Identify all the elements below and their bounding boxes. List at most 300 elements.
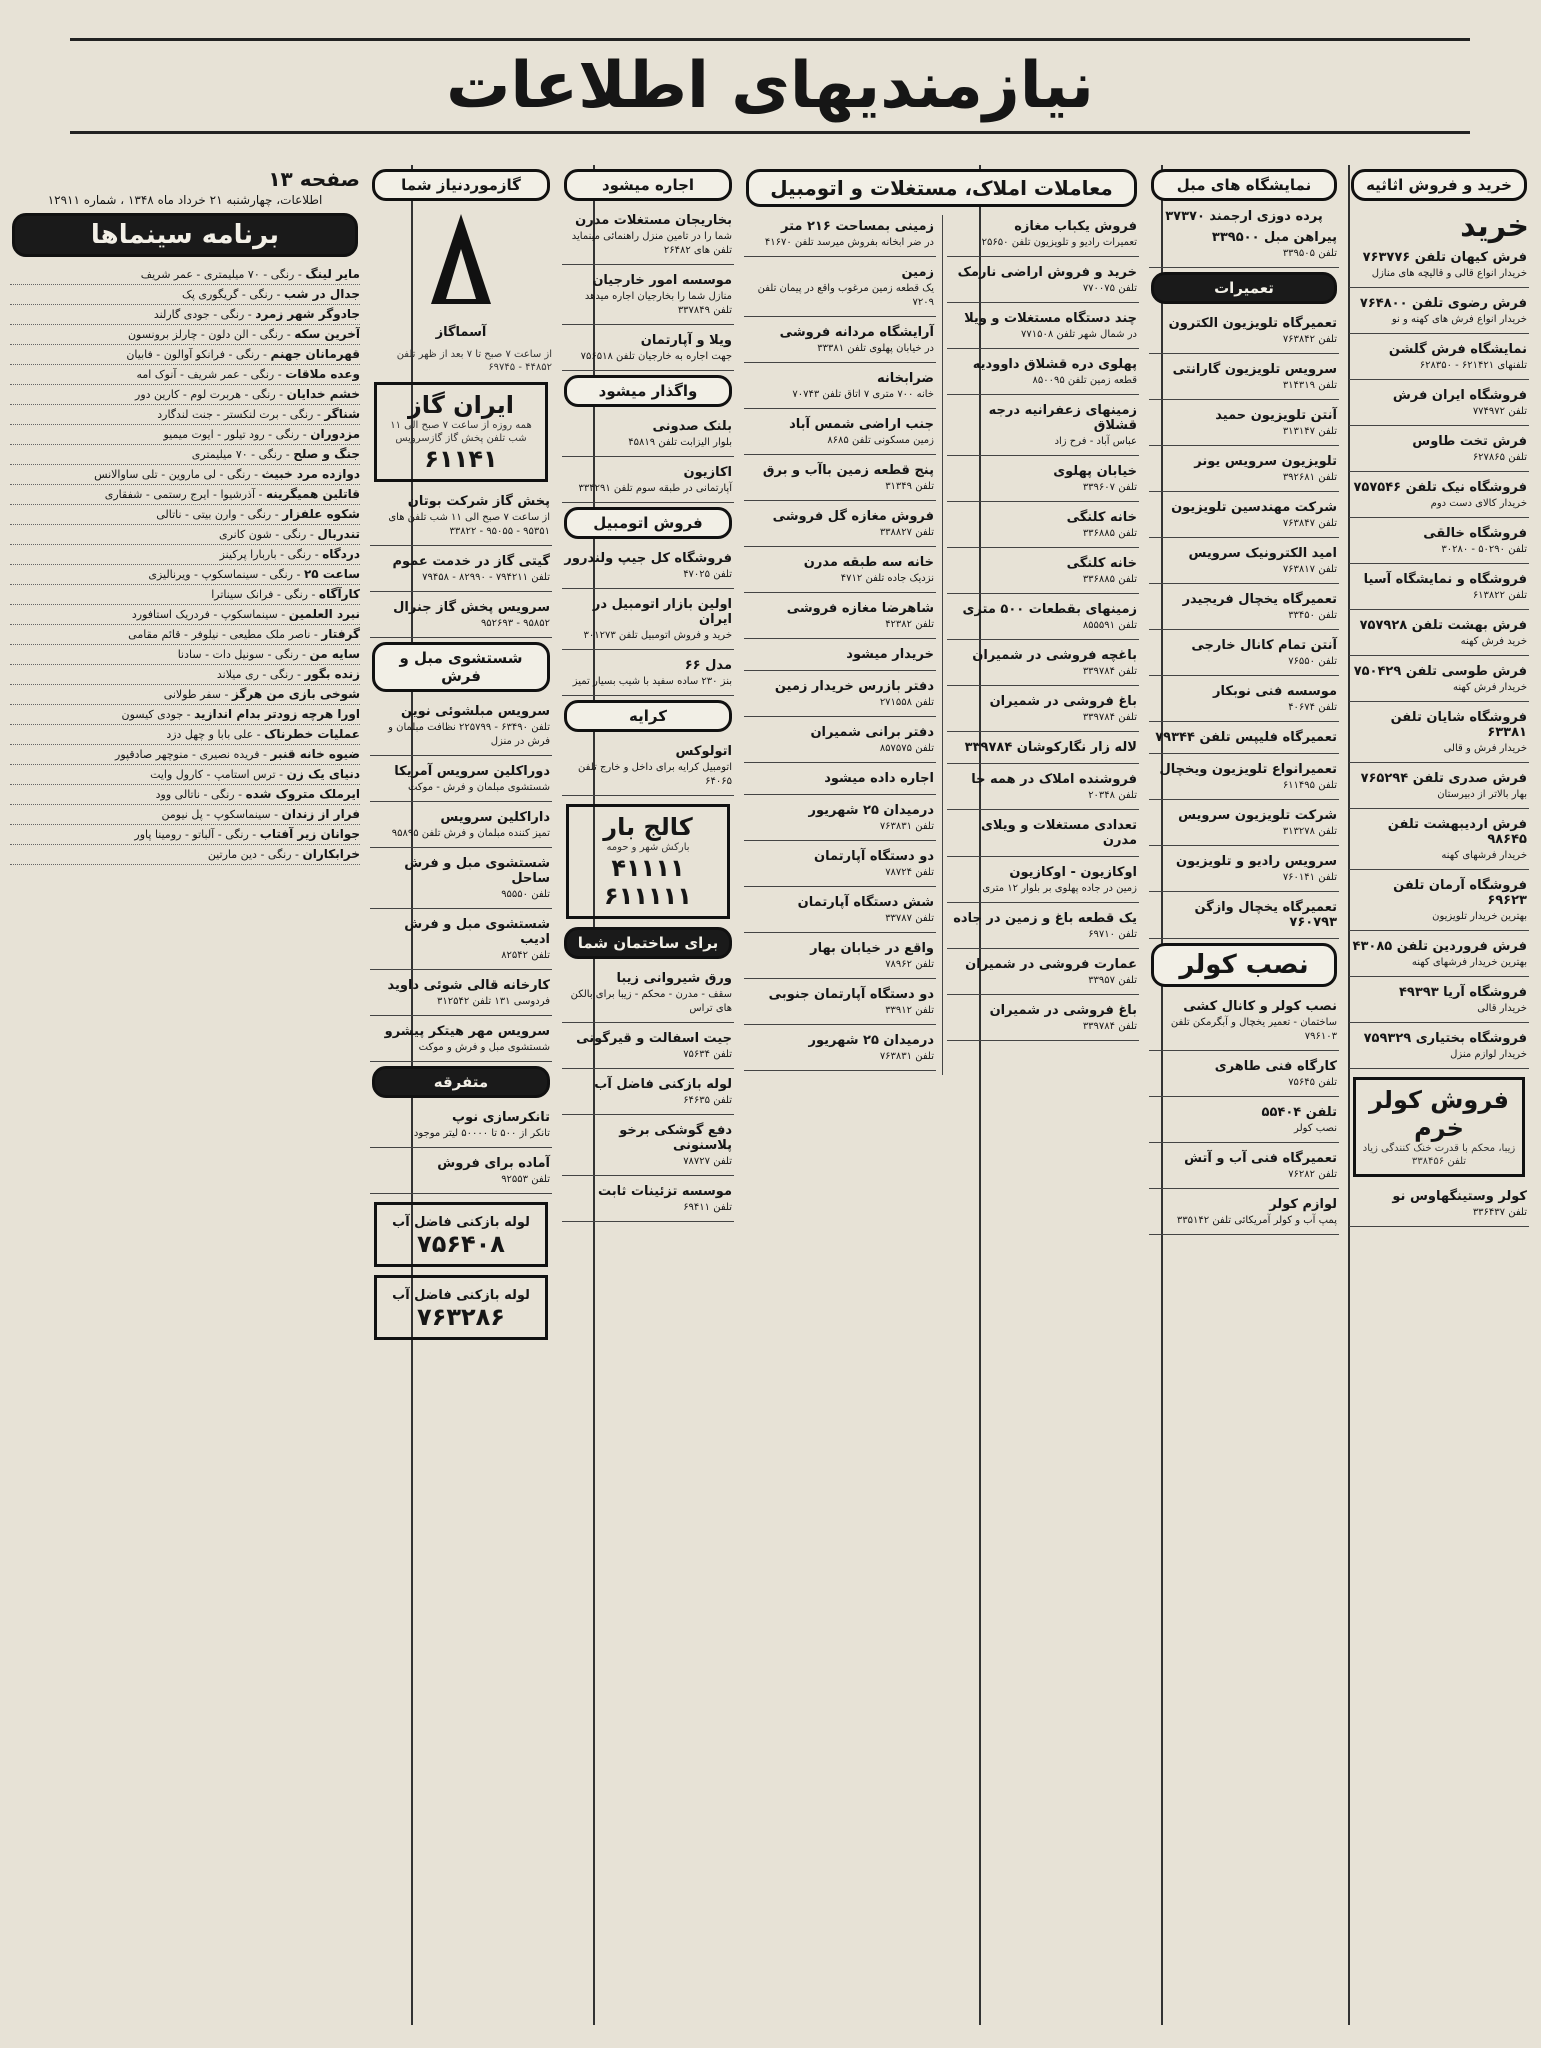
ad-title: زمینی بمساحت ۲۱۶ متر — [781, 219, 934, 234]
ad-body: تلفن ۷۶۳۸۴۲ — [1282, 334, 1337, 345]
cinema-item: زنده بگور - رنگی - ری میلاند — [10, 665, 360, 685]
ad-title: فرش رضوی تلفن ۷۶۴۸۰۰ — [1359, 296, 1527, 311]
cinema-item: دردگاه - رنگی - باربارا پرکینز — [10, 545, 360, 565]
ad-title: تعمیرگاه یخچال وازگن ۷۶۰۷۹۳ — [1194, 900, 1337, 930]
ad-body: تلفن ۶۲۷۸۶۵ — [1472, 452, 1527, 463]
cinema-title: آخرین سکه — [294, 327, 360, 341]
ad-body: تلفن ۷۵۶۳۴ — [683, 1049, 732, 1060]
ad-title: آماده برای فروش — [437, 1156, 550, 1171]
ad-title: سرویس مهر هیتکر پیشرو — [384, 1024, 550, 1039]
ad — [1349, 430, 1529, 472]
ad-body: فردوسی ۱۳۱ تلفن ۳۱۲۵۴۲ — [437, 996, 550, 1007]
ad — [1149, 1101, 1339, 1143]
ad-title: فروشنده املاک در همه جا — [971, 772, 1137, 787]
ad — [1349, 568, 1529, 610]
asmagaz-brand: آسماگاز — [435, 325, 487, 340]
irangaz-brand: ایران گاز — [407, 391, 515, 419]
cinema-text: رنگی - باربارا پرکینز — [219, 548, 312, 561]
cinema-text: رنگی - شون کانری — [218, 528, 307, 541]
ad — [744, 767, 936, 795]
cinema-title: شکوه علفزار — [282, 507, 360, 521]
cinema-text: سینماسکوپ - فردریک استافورد — [131, 608, 278, 621]
ad-body: تلفن ۷۸۹۶۲ — [885, 959, 934, 970]
section-header-building: برای ساختمان شما — [564, 927, 732, 959]
cooler-box-title: فروش کولر خرم — [1369, 1086, 1509, 1142]
ad-title: لوازم کولر — [1269, 1197, 1337, 1212]
cooler-box-body: زیبا، محکم با قدرت خنک کنندگی زیاد تلفن ۳۳۸۴۵۶ — [1362, 1143, 1516, 1167]
ad — [562, 547, 734, 589]
ad-title: دفع گوشکی برخو پلاسنونی — [619, 1123, 732, 1153]
ad-title: فرش اردیبهشت تلفن ۹۸۶۴۵ — [1387, 817, 1527, 847]
ad-body: تلفن ۳۳۹۵۰۵ — [1282, 248, 1337, 259]
ad-title: آرایشگاه مردانه فروشی — [779, 325, 934, 340]
ad-body: خریدار انواع فرش های کهنه و نو — [1391, 314, 1527, 325]
ad — [947, 768, 1139, 810]
cinema-item: ساعت ۲۵ - رنگی - سینماسکوپ - ویرنالیزی — [10, 565, 360, 585]
cinema-text: رنگی - هربرت لوم - کارین دور — [135, 388, 276, 401]
ad — [1149, 450, 1339, 492]
cinema-title: جادوگر شهر زمرد — [255, 307, 360, 321]
ad-body: تلفن ۳۱۳۲۷۸ — [1282, 826, 1337, 837]
curtain-ad: پرده دوزی ارجمند ۳۷۳۷۰ — [1165, 209, 1323, 224]
ad — [947, 552, 1139, 594]
ad-title: دفتر بازرس خریدار زمین — [774, 679, 934, 694]
ad-body: زمین در جاده پهلوی بر بلوار ۱۲ متری — [982, 883, 1137, 894]
box-title: کالج بار — [603, 813, 693, 841]
ad-title: چند دستگاه مستغلات و ویلا — [964, 311, 1137, 326]
ad-body: در خیابان پهلوی تلفن ۳۳۳۸۱ — [817, 343, 934, 354]
ad-title: تلویزیون سرویس یونر — [1194, 454, 1337, 469]
ad-body: تلفن ۳۳۶۴۳۷ — [1472, 1207, 1527, 1218]
ad — [370, 1106, 552, 1148]
ad — [1349, 1185, 1529, 1227]
ad-title: تانکرسازی نوپ — [452, 1110, 550, 1125]
ad — [562, 415, 734, 457]
ad — [947, 999, 1139, 1041]
cinema-title: دردگاه — [322, 547, 360, 561]
asmagaz-text: از ساعت ۷ صبح تا ۷ بعد از ظهر تلفن ۴۴۸۵۲ - ۶۹۷۴۵ — [396, 349, 552, 373]
ad — [1349, 614, 1529, 656]
ad-title: آنتن تمام کانال خارجی — [1191, 638, 1337, 653]
ad — [1349, 384, 1529, 426]
cinema-title: زنده بگور — [304, 667, 360, 681]
ad-title: نمایشگاه فرش گلشن — [1388, 342, 1527, 357]
ad — [947, 644, 1139, 686]
ad-title: خانه سه طبقه مدرن — [803, 555, 934, 570]
cinema-text: آذرشیوا - ایرج رستمی - شفقاری — [104, 488, 255, 501]
ad-title: نصب کولر و کانال کشی — [1183, 999, 1337, 1014]
ad-body: تلفن ۳۳۹۱۲ — [885, 1005, 934, 1016]
ad-body: تلفن ۶۱۳۸۲۲ — [1472, 590, 1527, 601]
ad-body: اتومبیل کرایه برای داخل و خارج تلفن ۶۴۰۶۵ — [578, 762, 732, 787]
ad — [562, 1180, 734, 1222]
ad-body: خریدار قالی — [1477, 1003, 1527, 1014]
cinema-text: رنگی - جودی گارلند — [153, 308, 245, 321]
ad — [370, 974, 552, 1016]
ad-title: درمیدان ۲۵ شهریور — [808, 803, 934, 818]
ad-body: آپارتمانی در طبقه سوم تلفن ۳۳۴۲۹۱ — [578, 483, 732, 494]
column-rentals — [562, 165, 734, 2025]
ad — [1149, 634, 1339, 676]
section-header-rent: اجاره میشود — [564, 169, 732, 201]
ad-title: تعمیرگاه یخچال فریجیدر — [1182, 592, 1337, 607]
ad-body: تلفن ۵۰۲۹۰ - ۳۰۲۸۰ — [1441, 544, 1527, 555]
cinema-text: رنگی - فرانکو آوالون - فابیان — [126, 348, 260, 361]
ad-body: خرید فرش کهنه — [1460, 636, 1527, 647]
section-header-misc: متفرقه — [372, 1066, 550, 1098]
ad — [744, 675, 936, 717]
ad-body: تانکر از ۵۰۰ تا ۵۰۰۰۰ لیتر موجود — [413, 1128, 550, 1139]
ad-title: فروشگاه ایران فرش — [1392, 388, 1527, 403]
ad-title: جیت اسفالت و قیرگونی — [576, 1031, 732, 1046]
ad-body: تلفن ۶۱۱۴۹۵ — [1282, 780, 1337, 791]
drain-box-ad — [374, 1202, 548, 1267]
ad — [1349, 660, 1529, 702]
ad-title: فروشگاه خالقی — [1423, 526, 1527, 541]
ad-body: تلفن ۳۳۹۵۷ — [1088, 975, 1137, 986]
ad — [947, 814, 1139, 857]
ad-body: تلفن ۳۳۹۷۸۴ — [1082, 1021, 1137, 1032]
cinema-text: رنگی - سینماسکوپ - ویرنالیزی — [148, 568, 293, 581]
column-repairs — [1149, 165, 1339, 2025]
cinema-text: جودی کیسون — [121, 708, 184, 721]
ad — [744, 1029, 936, 1071]
ad-body: خرید و فروش اتومبیل تلفن ۳۰۱۲۷۳ — [583, 630, 732, 641]
ad-title: خریدار میشود — [846, 647, 934, 662]
ad-body: تلفن ۷۶۳۸۳۱ — [879, 1051, 934, 1062]
cinema-title: تندربال — [317, 527, 360, 541]
cinema-title: عملیات خطرناک — [264, 727, 360, 741]
ad — [744, 261, 936, 317]
ad — [1349, 706, 1529, 763]
cinema-title: سایه من — [309, 647, 360, 661]
section-header-repairs: تعمیرات — [1151, 272, 1337, 304]
ad-title: واقع در خیابان بهار — [810, 941, 934, 956]
ad-body: بهار بالاتر از دبیرستان — [1437, 789, 1527, 800]
cinema-text: رنگی - ری میلاند — [216, 668, 294, 681]
ad — [370, 760, 552, 802]
car-ads — [562, 547, 734, 696]
ad-title: فروش مغازه گل فروشی — [772, 509, 934, 524]
ad-title: فرش بهشت تلفن ۷۵۷۹۲۸ — [1359, 618, 1527, 633]
ad-title: سرویس پخش گاز جنرال — [393, 600, 550, 615]
ad-body: تلفن ۹۵۵۵۰ — [501, 889, 550, 900]
ad-title: باغ فروشی در شمیران — [989, 694, 1137, 709]
ad — [1349, 1027, 1529, 1069]
ad-body: تلفن ۷۶۳۸۳۱ — [879, 821, 934, 832]
cinema-item: اورا هرچه زودتر بدام اندازید - جودی کیسون — [10, 705, 360, 725]
box-phone: ۴۱۱۱۱ — [611, 854, 685, 882]
ad-title: تعمیرانواع تلویزیون ویخچال — [1159, 762, 1337, 777]
cinema-text: سینماسکوپ - پل نیومن — [161, 808, 271, 821]
cinema-title: خشم خدایان — [286, 387, 360, 401]
real-estate-left — [744, 215, 936, 1075]
ad-body: قطعه زمین تلفن ۸۵۰۰۹۵ — [1032, 375, 1137, 386]
cinema-item: شکوه علفزار - رنگی - وارن بیتی - ناتالی — [10, 505, 360, 525]
ad — [1149, 312, 1339, 354]
cinema-item: فرار از زندان - سینماسکوپ - پل نیومن — [10, 805, 360, 825]
cinema-item: نبرد العلمین - سینماسکوپ - فردریک استافورد — [10, 605, 360, 625]
ad — [370, 490, 552, 546]
ad-title: عمارت فروشی در شمیران — [965, 957, 1137, 972]
ad — [947, 861, 1139, 903]
cinema-text: رنگی - الن دلون - چارلز برونسون — [127, 328, 284, 341]
ad-title: پهلوی دره قشلاق داوودیه — [972, 357, 1137, 372]
ad — [1149, 896, 1339, 939]
ad-body: شستشوی مبلمان و فرش - موکت — [407, 782, 550, 793]
ad — [370, 1020, 552, 1062]
box-phone-2: ۶۱۱۱۱۱ — [604, 882, 692, 910]
ad — [1149, 404, 1339, 446]
ad — [562, 593, 734, 650]
ad-body: خریدار فرش کهنه — [1453, 682, 1527, 693]
ad-body: تلفن ۳۳۷۸۷ — [885, 913, 934, 924]
cleaning-ads — [370, 700, 552, 1062]
ad-body: جهت اجاره به خارجیان تلفن ۷۵۶۵۱۸ — [580, 351, 732, 362]
ad — [1349, 874, 1529, 931]
ad-body: تلفن ۶۹۴۱۱ — [683, 1202, 732, 1213]
ad-title: سرویس مبلشوئی نوین — [401, 704, 550, 719]
ad-title: دو دستگاه آپارتمان جنوبی — [768, 987, 934, 1002]
building-ads — [562, 967, 734, 1222]
cinema-item: قهرمانان جهنم - رنگی - فرانکو آوالون - فابیان — [10, 345, 360, 365]
ad-body: عباس آباد - فرح زاد — [1054, 436, 1137, 447]
irangaz-box — [374, 382, 548, 482]
ad-title: اجاره داده میشود — [824, 771, 934, 786]
ad-title: فرش طوسی تلفن ۷۵۰۴۲۹ — [1353, 664, 1527, 679]
ad-body: تلفن ۷۵۶۴۵ — [1288, 1077, 1337, 1088]
ad-body: ۹۵۸۵۲ - ۹۵۲۶۹۳ — [480, 618, 550, 629]
cinema-list — [10, 265, 360, 865]
ad-body: شستشوی مبل و فرش و موکت — [418, 1042, 550, 1053]
cinema-title: قهرمانان جهنم — [270, 347, 360, 361]
ad-body: در ضر ابخانه بفروش میرسد تلفن ۴۱۶۷۰ — [764, 237, 934, 248]
ad-title: فرش کیهان تلفن ۷۶۳۷۷۶ — [1362, 250, 1527, 265]
cinema-title: فرار از زندان — [281, 807, 360, 821]
ad — [370, 596, 552, 638]
repair-ads — [1149, 312, 1339, 939]
ad — [744, 505, 936, 547]
section-header-cinema: برنامه سینماها — [12, 213, 358, 257]
cinema-text: رنگی - برت لنکستر - جنت لندگارد — [157, 408, 314, 421]
cinema-text: رنگی - گریگوری پک — [181, 288, 273, 301]
ad-title: پیراهن مبل ۳۳۹۵۰۰ — [1211, 230, 1337, 245]
ad-title: شش دستگاه آپارتمان — [797, 895, 934, 910]
ad-title: پنج قطعه زمین باآب و برق — [762, 463, 934, 478]
cinema-text: رنگی - وارن بیتی - ناتالی — [156, 508, 272, 521]
flame-icon — [421, 209, 501, 319]
ad-body: در شمال شهر تلفن ۷۷۱۵۰۸ — [1021, 329, 1137, 340]
ad-body: تلفن ۷۶۳۸۴۷ — [1282, 518, 1337, 529]
cinema-title: خرابکاران — [302, 847, 360, 861]
ad-title: موسسه تزئینات ثابت — [598, 1184, 732, 1199]
cinema-title: مایر لینگ — [305, 267, 360, 281]
ad — [1149, 758, 1339, 800]
ad — [1349, 292, 1529, 334]
ad-body: تلفن ۷۸۷۲۷ — [683, 1156, 732, 1167]
ad-title: یک قطعه باغ و زمین در جاده — [953, 911, 1137, 926]
ad-title: بلنک صدونی — [652, 419, 732, 434]
ad-body: تلفن ۷۶۳۸۱۷ — [1282, 564, 1337, 575]
cinema-item: شوخی بازی من هرگز - سفر طولانی — [10, 685, 360, 705]
ad-title: فروش یکباب مغازه — [1014, 219, 1137, 234]
ad — [947, 907, 1139, 949]
ad-body: تلفن ۶۹۷۱۰ — [1088, 929, 1137, 940]
ad-body: تلفن ۷۶۲۸۲ — [1288, 1169, 1337, 1180]
ad — [1349, 813, 1529, 870]
ad-title: داراکلین سرویس — [440, 810, 550, 825]
ad-title: خانه کلنگی — [1066, 556, 1137, 571]
ad-body: تلفن ۳۱۳۱۴۷ — [1282, 426, 1337, 437]
cinema-text: رنگی - ۷۰ میلیمتری — [191, 448, 283, 461]
cinema-text: رنگی - لی ماروین - تلی ساوالانس — [94, 468, 251, 481]
column-cinema — [10, 165, 360, 2025]
ad-title: امید الکترونیک سرویس — [1188, 546, 1337, 561]
ad-title: اتولوکس — [675, 744, 732, 759]
cinema-item: تندربال - رنگی - شون کانری — [10, 525, 360, 545]
ad-title: جنب اراضی شمس آباد — [789, 417, 934, 432]
ad — [744, 551, 936, 593]
cinema-title: کارآگاه — [318, 587, 360, 601]
cinema-item: وعده ملاقات - رنگی - عمر شریف - آنوک امه — [10, 365, 360, 385]
ad-body: از ساعت ۷ صبح الی ۱۱ شب تلفن های ۹۵۳۵۱ - ۹۵۰۵۵ - ۳۳۸۲۲ — [388, 512, 550, 537]
ad — [1149, 542, 1339, 584]
ad-title: شستشوی مبل و فرش ساحل — [404, 856, 550, 886]
ad-body: بنز ۲۳۰ ساده سفید با شیب بسیار تمیز — [572, 676, 732, 687]
ad — [370, 550, 552, 592]
rent-ads — [562, 209, 734, 371]
cinema-text: رنگی - دین مارتین — [207, 848, 292, 861]
ad-body: تلفن ۷۶۰۱۴۱ — [1282, 872, 1337, 883]
ad — [1149, 1193, 1339, 1235]
column-gas — [370, 165, 552, 2025]
drain-box-ad-2 — [374, 1275, 548, 1340]
ad-title: سرویس تلویزیون گارانتی — [1172, 362, 1337, 377]
ad — [1349, 981, 1529, 1023]
cinema-text: رنگی - آلباتو - رومینا پاور — [134, 828, 249, 841]
ad-body: پمپ آب و کولر آمریکائی تلفن ۳۳۵۱۴۲ — [1176, 1215, 1337, 1226]
ad-title: باغچه فروشی در شمیران — [972, 648, 1137, 663]
ad-body: تلفن ۴۷۰۲۵ — [683, 569, 732, 580]
ad — [947, 307, 1139, 349]
ad-body: بهترین خریدار فرشهای کهنه — [1411, 957, 1527, 968]
irangaz-text: همه روزه از ساعت ۷ صبح الی ۱۱ شب تلفن پخش گاز گازسرویس — [390, 420, 532, 444]
cinema-title: جوانان زیر آفتاب — [259, 827, 360, 841]
masthead: نیازمندیهای اطلاعات — [70, 38, 1470, 134]
cinema-text: رنگی - فرانک سیناترا — [211, 588, 308, 601]
cinema-item: خرابکاران - رنگی - دین مارتین — [10, 845, 360, 865]
ad-body: تلفن ۸۵۵۵۹۱ — [1082, 620, 1137, 631]
cooler-box-ad — [1353, 1077, 1525, 1177]
ad-body: تلفن ۳۳۹۶۰۷ — [1082, 482, 1137, 493]
ad-body: شما را در تامین منزل راهنمائی مینماید تلفن های ۲۶۴۸۲ — [571, 231, 732, 256]
ad — [1149, 726, 1339, 754]
cinema-item: جوانان زیر آفتاب - رنگی - آلباتو - رومینا پاور — [10, 825, 360, 845]
ad-title: کارخانه قالی شوئی داوید — [387, 978, 550, 993]
ad-body: تلفن ۳۱۳۴۹ — [885, 481, 934, 492]
ad — [947, 399, 1139, 456]
cinema-title: نبرد العلمین — [288, 607, 360, 621]
ad-title: مدل ۶۶ — [684, 658, 732, 673]
cinema-item: عملیات خطرناک - علی بابا و چهل دزد — [10, 725, 360, 745]
ad — [744, 891, 936, 933]
ad-body: تلفن ۳۱۴۳۱۹ — [1282, 380, 1337, 391]
ad — [1149, 804, 1339, 846]
box-phone: ۷۶۳۲۸۶ — [417, 1303, 505, 1331]
cinema-text: رنگی - ۷۰ میلیمتری - عمر شریف — [140, 268, 295, 281]
ad — [370, 913, 552, 970]
ad-body: تلفن ۳۳۹۷۸۴ — [1082, 666, 1137, 677]
ad — [1349, 935, 1529, 977]
ad-title: لوله بازکنی فاضل آب — [594, 1077, 732, 1092]
ad-title: تعمیرگاه تلویزیون الکترون — [1168, 316, 1337, 331]
ad-title: خیابان پهلوی — [1053, 464, 1137, 479]
cinema-title: گرفتار — [321, 627, 360, 641]
cinema-item: جدال در شب - رنگی - گریگوری پک — [10, 285, 360, 305]
cinema-item: مزدوران - رنگی - رود تیلور - ایوت میمیو — [10, 425, 360, 445]
college-bar-box — [566, 804, 730, 919]
cinema-title: ضیوه خانه قنبر — [270, 747, 360, 761]
cinema-item: ضیوه خانه قنبر - فریده نصیری - منوچهر صادقپور — [10, 745, 360, 765]
ad — [744, 597, 936, 639]
ad — [1149, 226, 1339, 268]
ad-body: تلفن ۳۳۹۷۸۴ — [1082, 712, 1137, 723]
ad-title: خرید و فروش اراضی نارمک — [957, 265, 1137, 280]
ad — [947, 598, 1139, 640]
cinema-item: جنگ و صلح - رنگی - ۷۰ میلیمتری — [10, 445, 360, 465]
real-estate-subcolumns — [744, 215, 1139, 1075]
cinema-title: جنگ و صلح — [293, 447, 360, 461]
ad — [744, 983, 936, 1025]
ad-title: بخاریجان مستغلات مدرن — [575, 213, 732, 228]
ad — [562, 740, 734, 796]
ad-title: تعمیرگاه فنی آب و آتش — [1184, 1151, 1337, 1166]
ad — [744, 459, 936, 501]
cinema-item: خشم خدایان - رنگی - هربرت لوم - کارین دور — [10, 385, 360, 405]
buy-heading: خرید — [1460, 209, 1529, 244]
ad-title: تعدادی مستغلات و ویلای مدرن — [980, 818, 1137, 848]
ad-title: فروشگاه نیک تلفن ۷۵۷۵۴۶ — [1353, 480, 1527, 495]
column-furniture — [1349, 165, 1529, 2025]
ad — [370, 1152, 552, 1194]
ad-title: تلفن ۵۵۴۰۴ — [1261, 1105, 1337, 1120]
ad-body: خریدار انواع قالی و قالیچه های منازل — [1371, 268, 1527, 279]
box-title: لوله بازکنی فاضل آب — [392, 1215, 530, 1230]
ad — [744, 937, 936, 979]
cinema-title: اورا هرچه زودتر بدام اندازید — [194, 707, 360, 721]
ad — [744, 367, 936, 409]
cinema-text: فریده نصیری - منوچهر صادقپور — [115, 748, 260, 761]
ad-title: کولر وستینگهاوس نو — [1392, 1189, 1527, 1204]
box-title: لوله بازکنی فاضل آب — [392, 1288, 530, 1303]
cinema-item: جادوگر شهر زمرد - رنگی - جودی گارلند — [10, 305, 360, 325]
ad-title: اکازیون — [683, 465, 732, 480]
ad — [947, 353, 1139, 395]
ad — [947, 506, 1139, 548]
ad-title: فروشگاه آریا ۴۹۳۹۳ — [1398, 985, 1527, 1000]
cinema-text: رنگی - رود تیلور - ایوت میمیو — [163, 428, 300, 441]
ad-title: شرکت تلویزیون سرویس — [1178, 808, 1337, 823]
furniture-ads — [1349, 246, 1529, 1069]
cinema-text: ترس استامپ - کارول وایت — [150, 768, 276, 781]
section-header-cooler: نصب کولر — [1151, 943, 1337, 987]
ad-title: زمین — [901, 265, 934, 280]
hire-ads — [562, 740, 734, 796]
ad — [1149, 1055, 1339, 1097]
cinema-item: دوازده مرد خبیث - رنگی - لی ماروین - تلی ساوالانس — [10, 465, 360, 485]
ad — [947, 460, 1139, 502]
ad-body: تلفن ۶۳۴۹۰ - ۲۲۵۷۹۹ نظافت مبلمان و فرش در منزل — [388, 722, 550, 747]
